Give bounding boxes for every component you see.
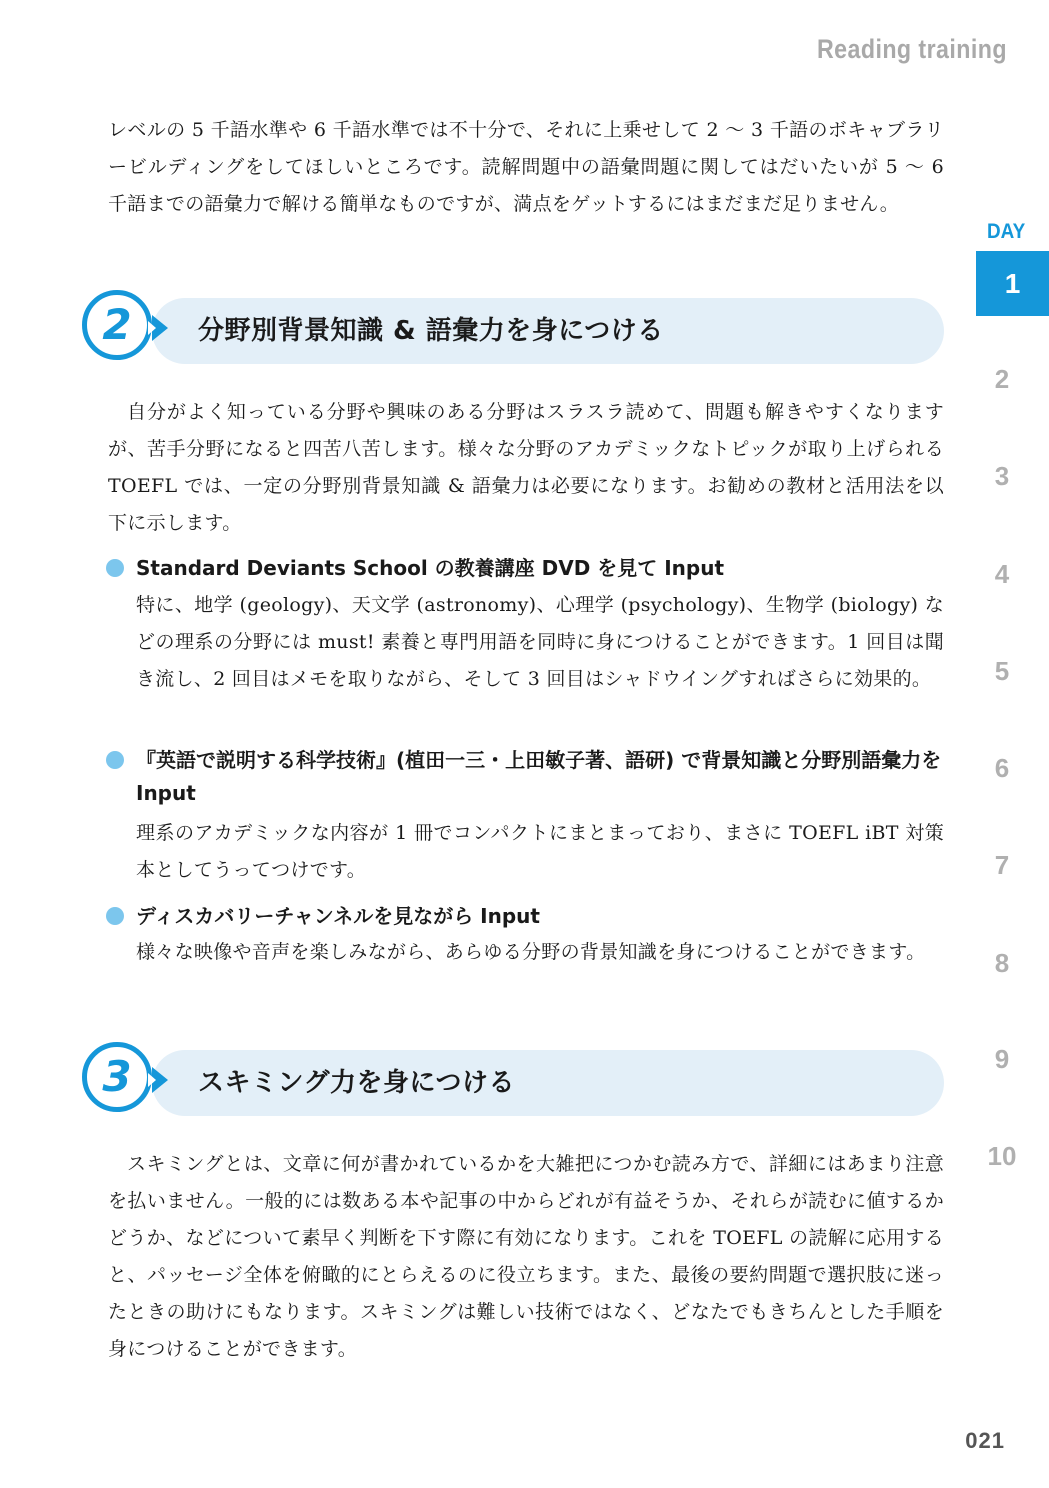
section-3-intro: スキミングとは、文章に何が書かれているかを大雑把につかむ読み方で、詳細にはあまり注意を払いません。一般的には数ある本や記事の中からどれが有益そうか、それらが読むに値するかどうか、などについて素早く判断を下す際に有効になります。これを TOEFL の読解に応用すると、パッセージ全体を俯瞰的にとらえるのに役立ちます。また、最後の要約問題で選択肢に迷ったときの助けにもなります。スキミングは難しい技術ではなく、どなたでもきちんとした手順を身につけることができます。 bbox=[108, 1153, 944, 1360]
section-2-number-icon: 2 bbox=[82, 290, 152, 360]
sidebar-day-8[interactable]: 8 bbox=[994, 948, 1010, 978]
sidebar-day-7[interactable]: 7 bbox=[994, 850, 1010, 880]
sidebar-day-label: DAY bbox=[987, 220, 1026, 243]
section-2-title: 分野別背景知識 & 語彙力を身につける bbox=[198, 316, 664, 346]
section-2-intro: 自分がよく知っている分野や興味のある分野はスラスラ読めて、問題も解きやすくなりますが、苦手分野になると四苦八苦します。様々な分野のアカデミックなトピックが取り上げられる TOEFL では、一定の分野別背景知識 & 語彙力は必要になります。お勧めの教材と活用法を以下に示します。 bbox=[108, 401, 944, 534]
sidebar-day-1[interactable]: 1 bbox=[976, 251, 1049, 316]
bullet-2-body: 理系のアカデミックな内容が 1 冊でコンパクトにまとまっており、まさに TOEFL iBT 対策本としてうってつけです。 bbox=[136, 822, 944, 881]
bullet-2-title-text: 『英語で説明する科学技術』(植田一三・上田敏子著、語研) で背景知識と分野別語彙力を Input bbox=[136, 748, 942, 805]
section-3-title: スキミング力を身につける bbox=[198, 1068, 515, 1098]
bullet-3-title-text: ディスカバリーチャンネルを見ながら Input bbox=[136, 904, 540, 928]
bullet-dot-icon bbox=[106, 907, 124, 925]
bullet-1-title bbox=[136, 552, 944, 585]
section-2-arrow-icon bbox=[152, 315, 168, 341]
sidebar-day-4[interactable]: 4 bbox=[994, 559, 1010, 589]
sidebar-day-6[interactable]: 6 bbox=[994, 753, 1010, 783]
section-3-number-icon: 3 bbox=[82, 1042, 152, 1112]
sidebar-day-10[interactable]: 10 bbox=[987, 1141, 1017, 1171]
bullet-dot-icon bbox=[106, 751, 124, 769]
bullet-3-title bbox=[136, 900, 944, 933]
bullet-3-body: 様々な映像や音声を楽しみながら、あらゆる分野の背景知識を身につけることができます。 bbox=[136, 941, 926, 963]
section-3-heading bbox=[82, 1042, 944, 1122]
sidebar-day-9[interactable]: 9 bbox=[994, 1044, 1010, 1074]
bullet-2-title bbox=[136, 744, 944, 810]
header-title: Reading training bbox=[816, 34, 1007, 64]
intro-paragraph: レベルの 5 千語水準や 6 千語水準では不十分で、それに上乗せして 2 〜 3 千語のボキャブラリービルディングをしてほしいところです。読解問題中の語彙問題に関してはだいたいが 5 〜 6 千語までの語彙力で解ける簡単なものですが、満点をゲットするにはまだまだ足りません。 bbox=[108, 119, 944, 215]
bullet-1-body: 特に、地学 (geology)、天文学 (astronomy)、心理学 (psychology)、生物学 (biology) などの理系の分野には must! 素養と専門用語を同時に身につけることができます。1 回目は聞き流し、2 回目はメモを取りながら、そして 3 回目はシャドウイングすればさらに効果的。 bbox=[136, 594, 944, 690]
section-3-arrow-icon bbox=[152, 1067, 168, 1093]
bullet-dot-icon bbox=[106, 559, 124, 577]
page-number: 021 bbox=[965, 1428, 1005, 1453]
sidebar-day-3[interactable]: 3 bbox=[994, 461, 1010, 491]
section-2-heading bbox=[82, 290, 944, 370]
sidebar-day-2[interactable]: 2 bbox=[994, 364, 1010, 394]
bullet-1-title-text: Standard Deviants School の教養講座 DVD を見て Input bbox=[136, 556, 725, 580]
sidebar-day-5[interactable]: 5 bbox=[994, 656, 1010, 686]
